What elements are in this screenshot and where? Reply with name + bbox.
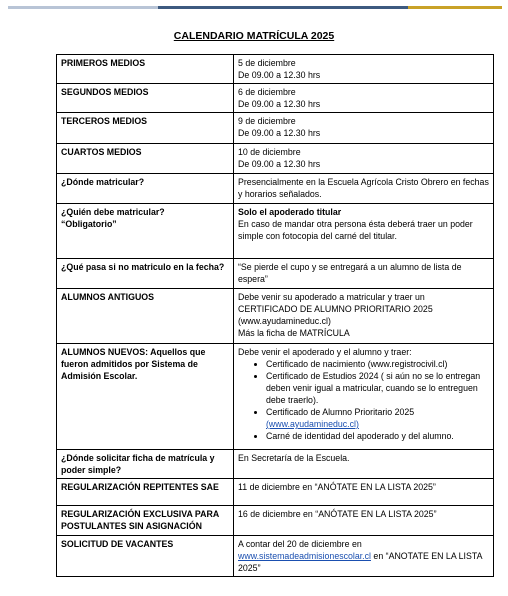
top-bar-segment-dark xyxy=(158,6,408,9)
calendar-table xyxy=(56,54,494,577)
row-value: Solo el apoderado titular En caso de mandar otra persona ésta deberá traer un poder simple con fotocopia del carné del titular. xyxy=(234,204,494,259)
row-label: ¿Dónde matricular? xyxy=(57,174,234,204)
row-value: 6 de diciembre De 09.00 a 12.30 hrs xyxy=(234,84,494,113)
row-value: Debe venir su apoderado a matricular y traer un CERTIFICADO DE ALUMNO PRIORITARIO 2025 (www.ayudamineduc.cl) Más la ficha de MATRÍCULA xyxy=(234,289,494,344)
table-row xyxy=(57,55,494,84)
list-item: • Certificado de Estudios 2024 ( si aún no se lo entregan deben venir igual a matricular, cuando se lo entreguen debe traerlo). xyxy=(266,370,490,406)
row-label: ¿Quién debe matricular? “Obligatorio” xyxy=(57,204,234,259)
row-value: A contar del 20 de diciembre en www.sistemadeadmisionescolar.cl en “ANOTATE EN LA LISTA 2025” xyxy=(234,536,494,577)
top-bar-segment-gold xyxy=(408,6,502,9)
row-value: 5 de diciembre De 09.00 a 12.30 hrs xyxy=(234,55,494,84)
row-label: ALUMNOS ANTIGUOS xyxy=(57,289,234,344)
list-item: • Certificado de Alumno Prioritario 2025 (www.ayudamineduc.cl) xyxy=(266,406,490,430)
row-label: REGULARIZACIÓN REPITENTES SAE xyxy=(57,479,234,506)
table-row xyxy=(57,506,494,536)
table-row xyxy=(57,204,494,259)
page-title: CALENDARIO MATRÍCULA 2025 xyxy=(173,30,335,42)
row-value: 11 de diciembre en “ANÓTATE EN LA LISTA 2025” xyxy=(234,479,494,506)
top-color-bar xyxy=(8,6,502,9)
row-value: En Secretaría de la Escuela. xyxy=(234,450,494,479)
row-label: PRIMEROS MEDIOS xyxy=(57,55,234,84)
list-item: • Certificado de nacimiento (www.registrocivil.cl) xyxy=(266,358,490,370)
table-row xyxy=(57,289,494,344)
requirements-list xyxy=(238,358,490,442)
table-row xyxy=(57,144,494,174)
ayudamineduc-link[interactable]: (www.ayudamineduc.cl) xyxy=(266,419,359,429)
row-value: 16 de diciembre en “ANÓTATE EN LA LISTA 2025” xyxy=(234,506,494,536)
table-row xyxy=(57,113,494,144)
row-value: 9 de diciembre De 09.00 a 12.30 hrs xyxy=(234,113,494,144)
row-label: SOLICITUD DE VACANTES xyxy=(57,536,234,577)
table-row xyxy=(57,259,494,289)
sistema-admision-link[interactable]: www.sistemadeadmisionescolar.cl xyxy=(238,551,371,561)
row-label: SEGUNDOS MEDIOS xyxy=(57,84,234,113)
row-label: ¿Dónde solicitar ficha de matrícula y poder simple? xyxy=(57,450,234,479)
row-value: “Se pierde el cupo y se entregará a un alumno de lista de espera” xyxy=(234,259,494,289)
row-label: ¿Qué pasa si no matriculo en la fecha? xyxy=(57,259,234,289)
row-label: TERCEROS MEDIOS xyxy=(57,113,234,144)
table-row xyxy=(57,84,494,113)
row-value: Presencialmente en la Escuela Agrícola Cristo Obrero en fechas y horarios señalados. xyxy=(234,174,494,204)
table-row xyxy=(57,479,494,506)
table-row xyxy=(57,450,494,479)
row-label: CUARTOS MEDIOS xyxy=(57,144,234,174)
top-bar-segment-light xyxy=(8,6,158,9)
table-row xyxy=(57,174,494,204)
table-row xyxy=(57,344,494,450)
table-row xyxy=(57,536,494,577)
row-label: REGULARIZACIÓN EXCLUSIVA PARA POSTULANTES SIN ASIGNACIÓN xyxy=(57,506,234,536)
list-item: • Carné de identidad del apoderado y del alumno. xyxy=(266,430,490,442)
row-value: 10 de diciembre De 09.00 a 12.30 hrs xyxy=(234,144,494,174)
row-label: ALUMNOS NUEVOS: Aquellos que fueron admitidos por Sistema de Admisión Escolar. xyxy=(57,344,234,450)
row-value: Debe venir el apoderado y el alumno y traer: • Certificado de nacimiento (www.registrocivil.cl) • Certificado de Estudios 2024 ( si aún no se lo entregan deben venir igual a matricular, cuando se lo entreguen debe traerlo). • Certificado de Alumno Prioritario 2025 (www.ayudamineduc.cl) • Carné de identidad del apoderado y del alumno. xyxy=(234,344,494,450)
